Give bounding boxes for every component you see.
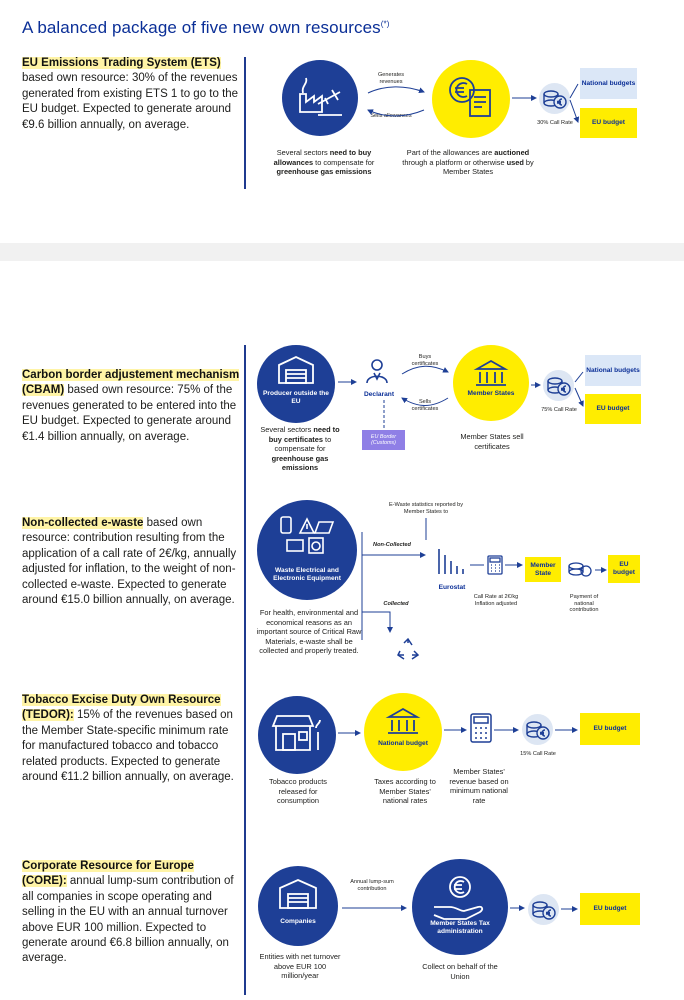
core-eu-budget: EU budget	[580, 893, 640, 925]
core-heading: Corporate Resource for Europe (CORE):	[22, 860, 194, 888]
tedor-call-rate: 15% Call Rate	[520, 751, 556, 757]
ets-eu-budget: EU budget	[580, 108, 637, 138]
ewaste-heading: Non-collected e-waste	[22, 517, 144, 529]
cbam-sells-arrow	[402, 398, 448, 406]
cbam-body: based own resource: 75% of the revenues generated to be entered into the EU budget. Expected to generate around €1.4 billion annually, on average.	[22, 384, 237, 443]
core-tax-admin-label: Member States Tax administration	[430, 920, 490, 935]
ewaste-eurostat: Eurostat	[438, 584, 466, 591]
ets-caption-left: Several sectors need to buy allowances to compensate for greenhouse gas emissions	[273, 148, 375, 177]
tedor-eu-budget: EU budget	[580, 713, 640, 745]
cbam-declarant-label: Declarant	[363, 391, 395, 398]
ewaste-body: based own resource: contribution resulting from the application of a call rate of 2€/kg, annually adjusted for inflation, to the weight of non-collected e-waste. Expected to generate around €15.0 billion annually, on average.	[22, 517, 237, 607]
cbam-eu-border: EU Border (Customs)	[362, 430, 405, 450]
ewaste-caption: For health, environmental and economical reasons as an important source of Critical Raw Materials, e-waste shall be collected and properly treated.	[256, 608, 362, 656]
ets-revenue-arrow	[368, 87, 424, 93]
core-caption-left: Entities with net turnover above EUR 100 million/year	[259, 952, 341, 981]
core-caption-mid: Collect on behalf of the Union	[422, 962, 498, 981]
ewaste-member-state: Member State	[525, 557, 561, 582]
ewaste-payment: Payment of national contribution	[569, 594, 599, 614]
title-footnote: (*)	[380, 19, 390, 29]
page-title: A balanced package of five new own resources(*)	[22, 18, 390, 37]
cbam-producer-label: Producer outside the EU	[263, 390, 329, 405]
core-body: annual lump-sum contribution of all companies in scope operating and selling in the EU with an annual turnover above EUR 100 million. Expected to generate around €6.8 billion annually, on average.	[22, 875, 234, 965]
ets-national-budgets: National budgets	[580, 68, 637, 99]
cbam-heading: Carbon border adjustement mechanism (CBAM)	[22, 369, 240, 397]
ewaste-non-collected: Non-Collected	[373, 542, 411, 548]
cbam-caption-left: Several sectors need to buy certificates to compensate for greenhouse gas emissions	[260, 425, 340, 473]
tedor-caption-right: Member States' revenue based on minimum national rate	[449, 767, 509, 805]
ewaste-collected-arrow	[362, 612, 390, 632]
ets-generates-revenues: Generates revenues	[377, 72, 405, 85]
ets-caption-mid: Part of the allowances are auctioned through a platform or otherwise used by Member States	[402, 148, 534, 177]
cbam-national-budgets: National budgets	[585, 355, 641, 386]
ets-body: based own resource: 30% of the revenues generated from existing ETS 1 to go to the EU budget. Expected to generate around €9.6 billion annually, on average.	[22, 72, 239, 131]
cbam-member-states-label: Member States	[467, 390, 515, 397]
tedor-heading: Tobacco Excise Duty Own Resource (TEDOR):	[22, 694, 221, 722]
ets-call-rate: 30% Call Rate	[537, 120, 573, 126]
ewaste-collected: Collected	[383, 601, 409, 607]
ets-heading: EU Emissions Trading System (ETS)	[22, 57, 221, 69]
ewaste-call-rate: Call Rate at 2€/kg Inflation adjusted	[473, 594, 519, 607]
tedor-body: 15% of the revenues based on the Member State-specific minimum rate for manufactured tobacco and tobacco related products. Expected to generate around €11.2 billion annually, on average.	[22, 709, 234, 784]
cbam-eu-budget: EU budget	[585, 394, 641, 424]
tedor-national-budget-label: National budget	[378, 740, 428, 747]
ets-sells-allowances: Sells allowances	[370, 113, 412, 119]
cbam-caption-mid: Member States sell certificates	[460, 432, 524, 451]
tedor-caption-left: Tobacco products released for consumption	[269, 777, 327, 806]
core-lump-sum: Annual lump-sum contribution	[350, 879, 394, 892]
cbam-call-rate: 75% Call Rate	[541, 407, 577, 413]
ets-split-arrow	[570, 84, 578, 122]
ewaste-eu-budget: EU budget	[608, 555, 640, 583]
ewaste-circle-label: Waste Electrical and Electronic Equipment	[273, 567, 341, 582]
tedor-caption-mid: Taxes according to Member States' national rates	[374, 777, 436, 806]
cbam-sells-certificates: Sells certificates	[411, 399, 439, 412]
core-companies-label: Companies	[280, 918, 316, 925]
ets-allowance-arrow	[368, 110, 424, 116]
cbam-split-arrow	[575, 372, 583, 406]
ewaste-stats-label: E-Waste statistics reported by Member States to	[388, 502, 464, 515]
cbam-buys-arrow	[402, 366, 448, 374]
cbam-buys-certificates: Buys certificates	[411, 354, 439, 367]
